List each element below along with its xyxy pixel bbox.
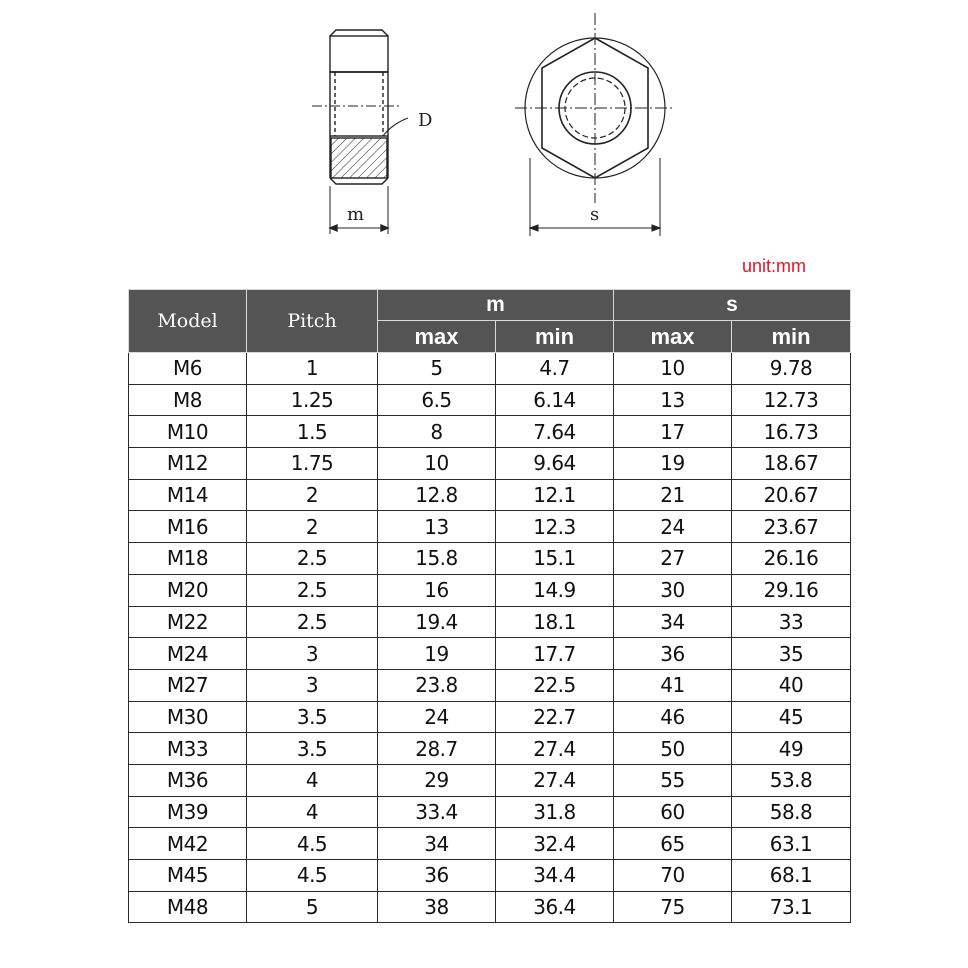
cell-s-min: 29.16 <box>732 574 851 606</box>
table-row <box>129 860 851 892</box>
cell-pitch: 4 <box>247 764 378 796</box>
cell-m-min: 36.4 <box>496 891 614 923</box>
cell-m-min: 22.7 <box>496 701 614 733</box>
table-row <box>129 638 851 670</box>
cell-m-min: 32.4 <box>496 828 614 860</box>
cell-s-max: 50 <box>614 733 732 765</box>
cell-model: M33 <box>129 733 247 765</box>
cell-pitch: 2.5 <box>247 543 378 575</box>
m-max-header: max <box>378 321 496 353</box>
cell-m-max: 33.4 <box>378 796 496 828</box>
cell-pitch: 3 <box>247 638 378 670</box>
cell-m-min: 18.1 <box>496 606 614 638</box>
cell-s-min: 40 <box>732 669 851 701</box>
cell-pitch: 4 <box>247 796 378 828</box>
cell-m-min: 34.4 <box>496 860 614 892</box>
cell-m-max: 36 <box>378 860 496 892</box>
table-row <box>129 543 851 575</box>
front-view-dimension-label: s <box>590 204 600 225</box>
cell-model: M39 <box>129 796 247 828</box>
cell-m-max: 23.8 <box>378 669 496 701</box>
cell-s-max: 13 <box>614 384 732 416</box>
cell-model: M22 <box>129 606 247 638</box>
cell-m-min: 12.3 <box>496 511 614 543</box>
cell-pitch: 3 <box>247 669 378 701</box>
cell-m-max: 15.8 <box>378 543 496 575</box>
cell-m-max: 24 <box>378 701 496 733</box>
cell-m-max: 29 <box>378 764 496 796</box>
cell-s-min: 18.67 <box>732 448 851 480</box>
cell-m-max: 19 <box>378 638 496 670</box>
table-row <box>129 891 851 923</box>
table-row <box>129 574 851 606</box>
cell-m-min: 7.64 <box>496 416 614 448</box>
cell-s-max: 27 <box>614 543 732 575</box>
cell-m-max: 34 <box>378 828 496 860</box>
table-body <box>129 353 851 923</box>
cell-s-min: 12.73 <box>732 384 851 416</box>
cell-pitch: 2.5 <box>247 606 378 638</box>
cell-model: M30 <box>129 701 247 733</box>
cell-s-min: 20.67 <box>732 479 851 511</box>
cell-m-max: 6.5 <box>378 384 496 416</box>
table-row <box>129 828 851 860</box>
side-view-dimension-label: m <box>347 204 365 225</box>
cell-s-max: 10 <box>614 353 732 385</box>
table-row <box>129 416 851 448</box>
cell-model: M42 <box>129 828 247 860</box>
cell-s-max: 75 <box>614 891 732 923</box>
table-row <box>129 353 851 385</box>
cell-m-min: 31.8 <box>496 796 614 828</box>
cell-s-min: 26.16 <box>732 543 851 575</box>
cell-s-max: 17 <box>614 416 732 448</box>
cell-pitch: 4.5 <box>247 828 378 860</box>
cell-s-min: 53.8 <box>732 764 851 796</box>
table-row <box>129 796 851 828</box>
cell-s-min: 73.1 <box>732 891 851 923</box>
cell-pitch: 3.5 <box>247 733 378 765</box>
cell-pitch: 1.75 <box>247 448 378 480</box>
cell-model: M24 <box>129 638 247 670</box>
cell-pitch: 2 <box>247 479 378 511</box>
table-row <box>129 384 851 416</box>
cell-s-max: 55 <box>614 764 732 796</box>
cell-s-min: 23.67 <box>732 511 851 543</box>
s-group-header: s <box>614 290 851 321</box>
m-min-header: min <box>496 321 614 353</box>
cell-m-max: 13 <box>378 511 496 543</box>
s-min-header: min <box>732 321 851 353</box>
cell-m-min: 6.14 <box>496 384 614 416</box>
cell-m-max: 10 <box>378 448 496 480</box>
cell-pitch: 1.25 <box>247 384 378 416</box>
cell-m-max: 8 <box>378 416 496 448</box>
cell-m-min: 15.1 <box>496 543 614 575</box>
cell-s-max: 24 <box>614 511 732 543</box>
cell-pitch: 4.5 <box>247 860 378 892</box>
diameter-label: D <box>418 110 433 131</box>
cell-model: M8 <box>129 384 247 416</box>
hex-nut-technical-drawing <box>290 8 690 240</box>
cell-s-max: 70 <box>614 860 732 892</box>
cell-m-min: 22.5 <box>496 669 614 701</box>
cell-model: M27 <box>129 669 247 701</box>
cell-model: M48 <box>129 891 247 923</box>
unit-note: unit:mm <box>742 256 807 276</box>
cell-m-min: 4.7 <box>496 353 614 385</box>
cell-m-min: 12.1 <box>496 479 614 511</box>
cell-pitch: 2.5 <box>247 574 378 606</box>
cell-model: M10 <box>129 416 247 448</box>
cell-m-max: 12.8 <box>378 479 496 511</box>
cell-model: M12 <box>129 448 247 480</box>
cell-s-min: 49 <box>732 733 851 765</box>
cell-s-max: 36 <box>614 638 732 670</box>
cell-s-min: 45 <box>732 701 851 733</box>
cell-model: M36 <box>129 764 247 796</box>
cell-s-min: 63.1 <box>732 828 851 860</box>
cell-pitch: 1 <box>247 353 378 385</box>
cell-m-max: 38 <box>378 891 496 923</box>
cell-model: M18 <box>129 543 247 575</box>
cell-m-max: 28.7 <box>378 733 496 765</box>
cell-m-max: 16 <box>378 574 496 606</box>
cell-m-min: 27.4 <box>496 764 614 796</box>
cell-s-min: 35 <box>732 638 851 670</box>
cell-m-min: 27.4 <box>496 733 614 765</box>
pitch-header: Pitch <box>247 290 378 353</box>
cell-pitch: 1.5 <box>247 416 378 448</box>
table-row <box>129 669 851 701</box>
cell-s-max: 34 <box>614 606 732 638</box>
cell-s-min: 9.78 <box>732 353 851 385</box>
cell-m-min: 17.7 <box>496 638 614 670</box>
cell-s-max: 46 <box>614 701 732 733</box>
table-row <box>129 701 851 733</box>
cell-model: M16 <box>129 511 247 543</box>
cell-s-min: 68.1 <box>732 860 851 892</box>
cell-s-max: 65 <box>614 828 732 860</box>
cell-model: M6 <box>129 353 247 385</box>
cell-s-max: 21 <box>614 479 732 511</box>
cell-pitch: 3.5 <box>247 701 378 733</box>
m-group-header: m <box>378 290 614 321</box>
cell-s-max: 60 <box>614 796 732 828</box>
cell-pitch: 5 <box>247 891 378 923</box>
table-row <box>129 764 851 796</box>
cell-model: M45 <box>129 860 247 892</box>
table-row <box>129 733 851 765</box>
cell-model: M14 <box>129 479 247 511</box>
table-row <box>129 479 851 511</box>
table-row <box>129 511 851 543</box>
cell-s-max: 41 <box>614 669 732 701</box>
s-max-header: max <box>614 321 732 353</box>
cell-s-min: 58.8 <box>732 796 851 828</box>
cell-m-max: 5 <box>378 353 496 385</box>
table-row <box>129 606 851 638</box>
cell-s-max: 30 <box>614 574 732 606</box>
nut-front-view <box>515 13 675 236</box>
cell-m-min: 14.9 <box>496 574 614 606</box>
table-row <box>129 448 851 480</box>
cell-model: M20 <box>129 574 247 606</box>
cell-s-min: 33 <box>732 606 851 638</box>
cell-s-max: 19 <box>614 448 732 480</box>
cell-pitch: 2 <box>247 511 378 543</box>
model-header: Model <box>129 290 247 353</box>
cell-m-max: 19.4 <box>378 606 496 638</box>
cell-s-min: 16.73 <box>732 416 851 448</box>
hex-nut-dimension-table <box>128 289 851 923</box>
cell-m-min: 9.64 <box>496 448 614 480</box>
